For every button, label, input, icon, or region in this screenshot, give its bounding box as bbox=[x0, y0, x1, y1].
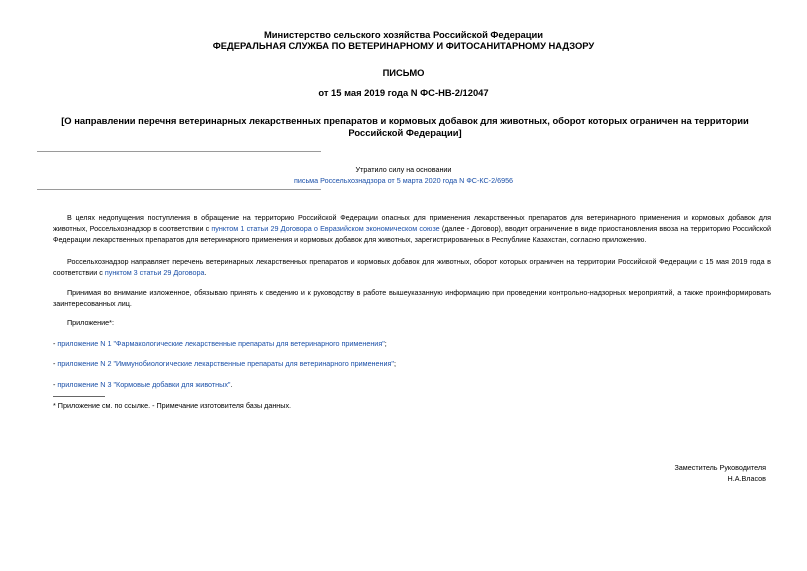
appendix-2-prefix: - bbox=[53, 359, 58, 368]
appendix-3-prefix: - bbox=[53, 380, 58, 389]
treaty-article-29-p3-link[interactable]: пунктом 3 статьи 29 Договора bbox=[104, 268, 205, 277]
appendix-1-prefix: - bbox=[53, 339, 58, 348]
paragraph-1 bbox=[53, 212, 771, 245]
basis-link[interactable]: письма Россельхознадзора от 5 марта 2020 года N ФС-КС-2/6956 bbox=[293, 176, 514, 185]
appendix-item-2 bbox=[53, 358, 771, 369]
paragraph-1-text-a: В целях недопущения поступления в обращение на территорию Российской Федерации опасных для применения лекарственных препаратов для ветеринарного применения и кормовых добавок для животных, Россельхознадзор в соответствии с bbox=[53, 213, 771, 233]
appendix-item-3 bbox=[53, 379, 771, 390]
appendix-3-suffix: . bbox=[230, 380, 233, 389]
paragraph-3: Принимая во внимание изложенное, обязываю принять к сведению и к руководству в работе вышеуказанную информацию при проведении контрольно-надзорных мероприятий, а также проинформировать заинтересованных лиц. bbox=[53, 288, 771, 308]
document-number: от 15 мая 2019 года N ФС-НВ-2/12047 bbox=[318, 87, 489, 98]
paragraph-1-text-b: (далее - Договор), вводит ограничение в виде приостановления ввоза на территорию Российской Федерации лекарственных препаратов для ветеринарного применения и кормовых добавок для животных, зарегистрированных в Республике Казахстан, согласно приложению. bbox=[53, 224, 771, 244]
ministry-name: Министерство сельского хозяйства Российской Федерации bbox=[263, 29, 544, 40]
appendix-1-suffix: ; bbox=[384, 339, 387, 348]
appendix-1-link[interactable]: приложение N 1 "Фармакологические лекарственные препараты для ветеринарного применения" bbox=[57, 339, 385, 348]
divider-top bbox=[37, 151, 321, 152]
appendix-item-1 bbox=[53, 338, 771, 349]
paragraph-2 bbox=[53, 256, 771, 278]
appendix-3-link[interactable]: приложение N 3 "Кормовые добавки для животных" bbox=[57, 380, 231, 389]
treaty-article-29-p1-link[interactable]: пунктом 1 статьи 29 Договора о Евразийском экономическом союзе bbox=[211, 224, 440, 233]
paragraph-2-text-a: Россельхознадзор направляет перечень ветеринарных лекарственных препаратов и кормовых добавок для животных, оборот которых ограничен на территории Российской Федерации с 15 мая 2019 года в соответствии с bbox=[53, 257, 771, 277]
document-type: ПИСЬМО bbox=[382, 67, 425, 78]
divider-bottom bbox=[37, 189, 321, 190]
status-note bbox=[0, 164, 807, 186]
signature-name: Н.А.Власов bbox=[727, 474, 766, 483]
appendix-2-suffix: ; bbox=[393, 359, 396, 368]
footnote-divider bbox=[53, 396, 105, 397]
appendix-2-link[interactable]: приложение N 2 "Иммунобиологические лекарственные препараты для ветеринарного применения" bbox=[57, 359, 394, 368]
lost-force-text: Утратило силу на основании bbox=[355, 165, 452, 174]
signature-position: Заместитель Руководителя bbox=[674, 463, 766, 472]
paragraph-2-text-b: . bbox=[204, 268, 207, 277]
service-name: ФЕДЕРАЛЬНАЯ СЛУЖБА ПО ВЕТЕРИНАРНОМУ И ФИТОСАНИТАРНОМУ НАДЗОРУ bbox=[212, 40, 595, 51]
document-header bbox=[0, 29, 807, 51]
footnote: * Приложение см. по ссылке. - Примечание изготовителя базы данных. bbox=[53, 401, 292, 410]
appendix-label: Приложение*: bbox=[67, 318, 114, 327]
document-title: [О направлении перечня ветеринарных лекарственных препаратов и кормовых добавок для животных, оборот которых ограничен на территории Российской Федерации] bbox=[61, 115, 749, 138]
